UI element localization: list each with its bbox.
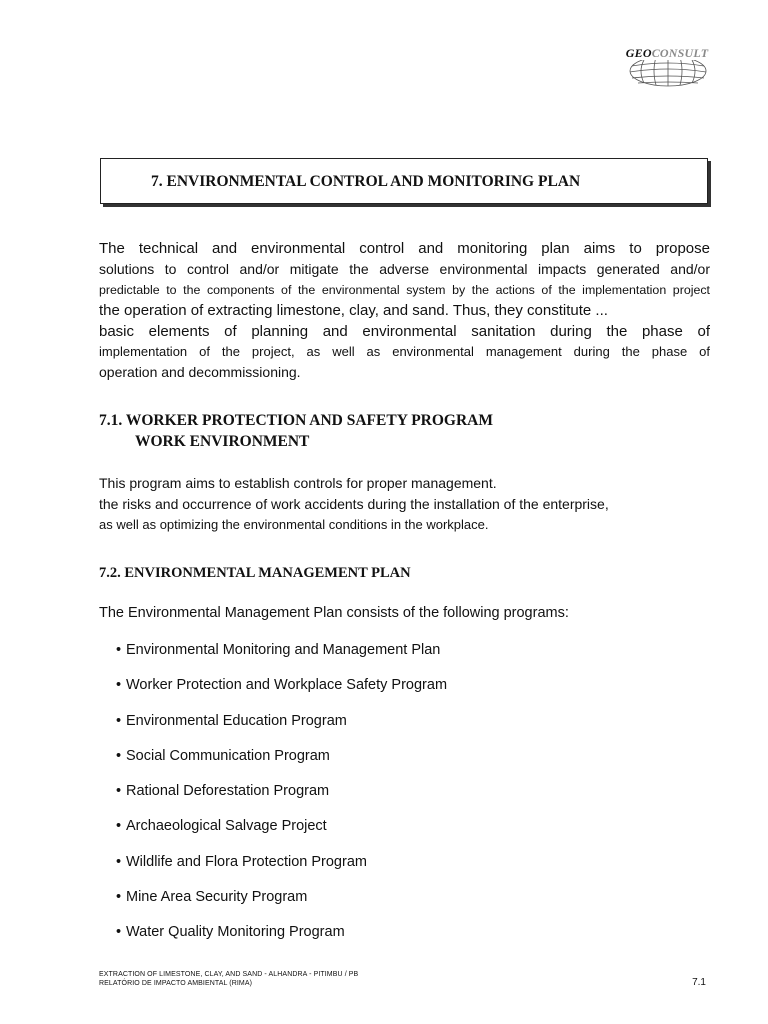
section-7-1-line: the risks and occurrence of work accidents during the installation of the enterprise,	[99, 496, 609, 512]
program-label: Wildlife and Flora Protection Program	[126, 853, 367, 870]
section-7-1-line: This program aims to establish controls for proper management.	[99, 475, 497, 491]
bullet: •	[116, 924, 122, 941]
program-label: Water Quality Monitoring Program	[126, 924, 345, 941]
logo-wordmark	[618, 46, 716, 60]
intro-paragraph	[99, 238, 710, 383]
chapter-title: 7. ENVIRONMENTAL CONTROL AND MONITORING PLAN	[151, 173, 581, 190]
program-label: Mine Area Security Program	[126, 889, 308, 906]
bullet: •	[116, 783, 122, 800]
intro-line: The technical and environmental control and monitoring plan aims to propose	[99, 240, 710, 257]
bullet: •	[116, 747, 122, 764]
page-footer	[99, 970, 358, 988]
list-item	[116, 640, 447, 675]
section-7-2-heading: 7.2. ENVIRONMENTAL MANAGEMENT PLAN	[99, 565, 411, 581]
section-7-2-intro: The Environmental Management Plan consists of the following programs:	[99, 605, 569, 621]
program-list	[116, 640, 447, 958]
section-7-1-heading-continued: WORK ENVIRONMENT	[135, 433, 310, 450]
list-item	[116, 781, 447, 816]
list-item	[116, 852, 447, 887]
list-item	[116, 816, 447, 851]
intro-line: implementation of the project, as well as environmental management during the phase of	[99, 344, 710, 359]
list-item	[116, 922, 447, 957]
bullet: •	[116, 889, 122, 906]
intro-line: solutions to control and/or mitigate the adverse environmental impacts generated and/or	[99, 261, 710, 277]
logo-text-consult: CONSULT	[651, 46, 709, 60]
page-number: 7.1	[692, 977, 706, 988]
section-7-1-heading: 7.1. WORKER PROTECTION AND SAFETY PROGRAM	[99, 412, 493, 429]
program-label: Rational Deforestation Program	[126, 783, 330, 800]
chapter-title-box	[100, 158, 708, 204]
program-label: Social Communication Program	[126, 747, 330, 764]
list-item	[116, 887, 447, 922]
footer-line-1: EXTRACTION OF LIMESTONE, CLAY, AND SAND - ALHANDRA - PITIMBU / PB	[99, 971, 359, 978]
list-item	[116, 675, 447, 710]
list-item	[116, 711, 447, 746]
bullet: •	[116, 818, 122, 835]
intro-line: predictable to the components of the environmental system by the actions of the implementation project	[99, 283, 710, 297]
section-7-1-body	[99, 473, 710, 535]
intro-line: basic elements of planning and environmental sanitation during the phase of	[99, 323, 710, 340]
geoconsult-logo	[618, 46, 716, 88]
bullet: •	[116, 677, 122, 694]
logo-text-geo: GEO	[625, 46, 652, 60]
list-item	[116, 746, 447, 781]
bullet: •	[116, 712, 122, 729]
bullet: •	[116, 853, 122, 870]
program-label: Worker Protection and Workplace Safety Program	[126, 677, 448, 694]
program-label: Environmental Monitoring and Management Plan	[126, 642, 441, 658]
intro-line: the operation of extracting limestone, clay, and sand. Thus, they constitute ...	[99, 302, 608, 319]
footer-line-2: RELATÓRIO DE IMPACTO AMBIENTAL (RIMA)	[99, 980, 253, 987]
intro-line: operation and decommissioning.	[99, 364, 301, 380]
program-label: Archaeological Salvage Project	[126, 818, 327, 835]
bullet: •	[116, 642, 122, 658]
program-label: Environmental Education Program	[126, 712, 347, 729]
section-7-1-line: as well as optimizing the environmental conditions in the workplace.	[99, 517, 489, 532]
